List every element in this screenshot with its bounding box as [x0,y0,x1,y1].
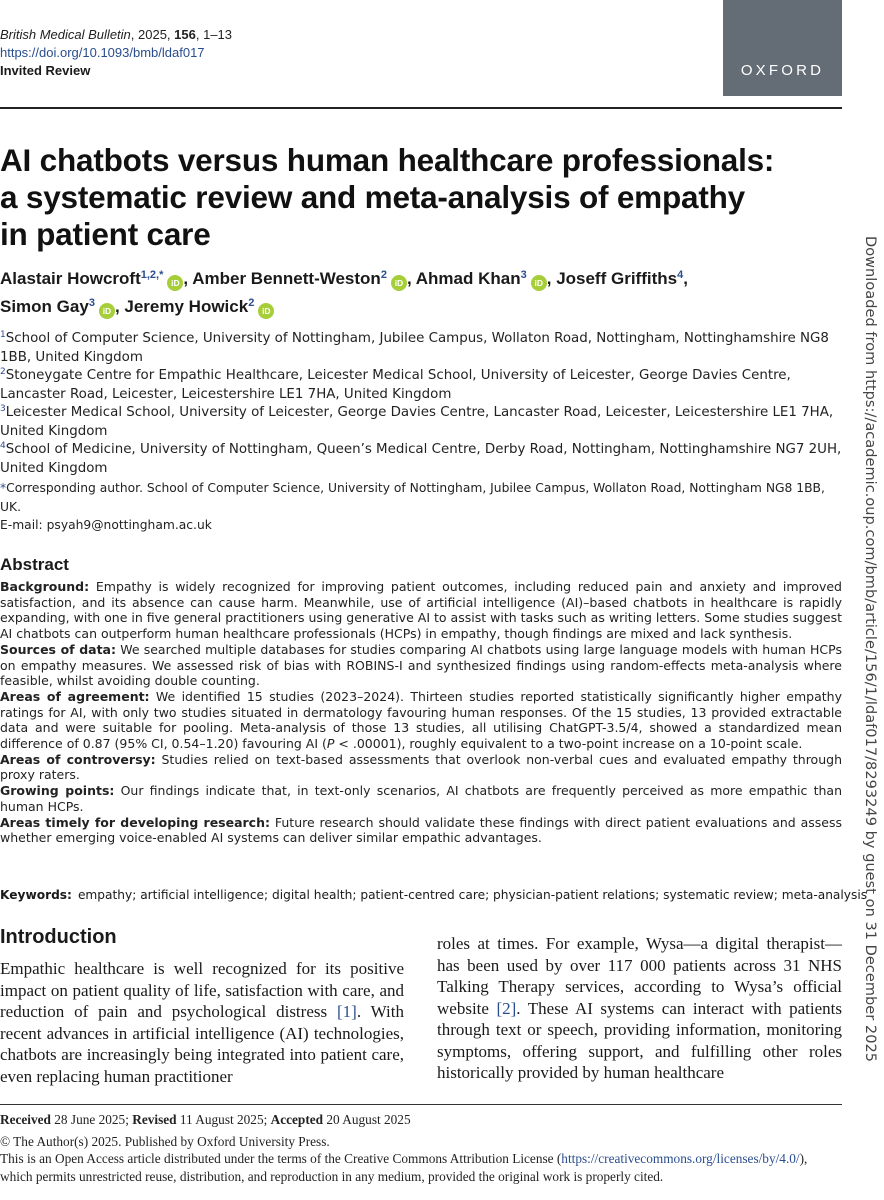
download-watermark: Downloaded from https://academic.oup.com/bmb/article/156/1/ldaf017/8293249 by guest on 31 December 2025 [862,236,878,1063]
abstract-future-research: Areas timely for developing research: Future research should validate these findings with direct patient evaluations and assess whether emerging voice-enabled AI systems can deliver similar empathic advantages. [0,814,842,846]
article-footer [0,1111,842,1185]
abstract-background: Background: Empathy is widely recognized for improving patient outcomes, including reduced pain and anxiety and improved satisfaction, and its absence can cause harm. Meanwhile, use of artificial intelligence (AI)–based chatbots in healthcare is rapidly expanding, with one in five general practitioners using generative AI to assist with tasks such as writing letters. Some studies suggest AI chatbots can outperform human healthcare professionals (HCPs) in empathy, though findings are mixed and lack synthesis. [0,579,842,642]
orcid-icon[interactable]: iD [391,275,407,291]
abstract-controversy: Areas of controversy: Studies relied on text-based assessments that overlook non-verbal cues and evaluated empathy through proxy raters. [0,751,842,783]
article-title: AI chatbots versus human healthcare professionals: a systematic review and meta-analysis of empathy in patient care [0,142,775,252]
license-link[interactable]: https://creativecommons.org/licenses/by/4.0/ [561,1151,800,1166]
introduction-heading: Introduction [0,926,117,948]
orcid-icon[interactable]: iD [531,275,547,291]
volume: 156 [174,27,196,42]
affiliation: $^1$School of Computer Science, University of Nottingham, Jubilee Campus, Wollaton Road, Nottingham, Nottinghamshire NG8 1BB, United Kingdom [0,330,829,365]
orcid-icon[interactable]: iD [99,303,115,319]
introduction-paragraph: Empathic healthcare is well recognized for its positive impact on patient quality of life, satisfaction with care, and reduction of pain and psychological distress [1]. With recent advances in artificial intelligence (AI) technologies, chatbots are increasingly being integrated into patient care, even replacing human practitioner [0,959,404,1086]
abstract-sources: Sources of data: We searched multiple databases for studies comparing AI chatbots using large language models with human HCPs on empathy measures. We assessed risk of bias with ROBINS-I and synthesized findings using random-effects meta-analysis where feasible, whilst avoiding double counting. [0,641,842,689]
author[interactable]: Ahmad Khan$^3$iD [416,269,547,288]
orcid-icon[interactable]: iD [167,275,183,291]
footer-divider [0,1104,842,1105]
journal-name: British Medical Bulletin [0,27,131,42]
keywords [0,887,868,903]
article-dates: Received 28 June 2025; Revised 11 August 2025; Accepted 20 August 2025 [0,1112,411,1127]
introduction-left-column [0,924,404,1087]
corresponding-author: *Corresponding author. School of Computer Science, University of Nottingham, Jubilee Campus, Wollaton Road, Nottingham NG8 1BB, UK. E-mail: psyah9@nottingham.ac.uk [0,481,825,532]
author[interactable]: Jeremy Howick$^2$iD [124,297,274,316]
journal-header [0,26,700,80]
author-list: Alastair Howcroft$^{1,2,*}$iD , Amber Bennett-Weston$^2$iD , Ahmad Khan$^3$iD , Joseff Griffiths$^4$, Simon Gay$^3$iD , Jeremy Howick$^2$iD [0,265,842,321]
header-divider [0,107,842,109]
author[interactable]: Simon Gay$^3$iD [0,297,115,316]
corresponding-email[interactable]: E-mail: psyah9@nottingham.ac.uk [0,518,212,532]
abstract-growing-points: Growing points: Our findings indicate that, in text-only scenarios, AI chatbots are frequently perceived as more empathic than human HCPs. [0,783,842,814]
journal-citation: British Medical Bulletin, 2025, 156, 1–13 [0,27,233,42]
affiliation: $^3$Leicester Medical School, University of Leicester, George Davies Centre, Lancaster Road, Leicester, Leicestershire LE1 7HA, United Kingdom [0,404,834,439]
introduction-right-column [437,933,842,1084]
page-range: , 1–13 [195,27,233,42]
affiliation: $^4$School of Medicine, University of Nottingham, Queen’s Medical Centre, Derby Road, Nottingham, Nottinghamshire NG7 2UH, United Kingdom [0,441,842,476]
abstract-heading: Abstract [0,555,69,574]
oxford-logo[interactable] [723,0,842,96]
abstract-agreement: Areas of agreement: We identified 15 studies (2023–2024). Thirteen studies reported statistically significantly higher empathy ratings for AI, with only two studies situated in dermatology favouring human responses. Of the 15 studies, 13 provided extractable data and were suitable for pooling. Meta-analysis of those 13 studies, all utilising ChatGPT-3.5/4, showed a standardized mean difference of 0.87 (95% CI, 0.54–1.20) favouring AI (P < .00001), roughly equivalent to a two-point increase on a 10-point scale. [0,688,842,752]
introduction-paragraph-continued: roles at times. For example, Wysa—a digital therapist—has been used by over 117 000 patients across 31 NHS Talking Therapy services, according to Wysa’s official website [2]. These AI systems can interact with patients through text or speech, providing information, monitoring symptoms, offering support, and fulfilling other roles historically provided by human healthcare [437,934,843,1082]
citation-link[interactable]: [2] [496,998,517,1018]
article-type: Invited Review [0,63,91,78]
abstract [0,554,842,846]
affiliation: $^2$Stoneygate Centre for Empathic Healthcare, Leicester Medical School, University of Leicester, George Davies Centre, Lancaster Road, Leicester, Leicestershire LE1 7HA, United Kingdom [0,367,791,402]
author[interactable]: Joseff Griffiths$^4$ [556,269,684,288]
license-statement: This is an Open Access article distributed under the terms of the Creative Commons Attribution License (https://creativecommons.org/licenses/by/4.0/), which permits unrestricted reuse, distribution, and reproduction in any medium, provided the original work is properly cited. [0,1151,808,1184]
doi-link[interactable]: https://doi.org/10.1093/bmb/ldaf017 [0,45,205,60]
citation-link[interactable]: [1] [337,1002,357,1021]
keywords-label: Keywords: [0,888,72,902]
copyright: © The Author(s) 2025. Published by Oxford University Press. [0,1133,330,1149]
affiliations [0,330,842,535]
author[interactable]: Amber Bennett-Weston$^2$iD [192,269,407,288]
keywords-list: empathy; artificial intelligence; digital health; patient-centred care; physician-patient relations; systematic review; meta-analysis [77,888,868,902]
author[interactable]: Alastair Howcroft$^{1,2,*}$iD [0,269,183,288]
orcid-icon[interactable]: iD [258,303,274,319]
oxford-logo-text: OXFORD [740,62,825,79]
